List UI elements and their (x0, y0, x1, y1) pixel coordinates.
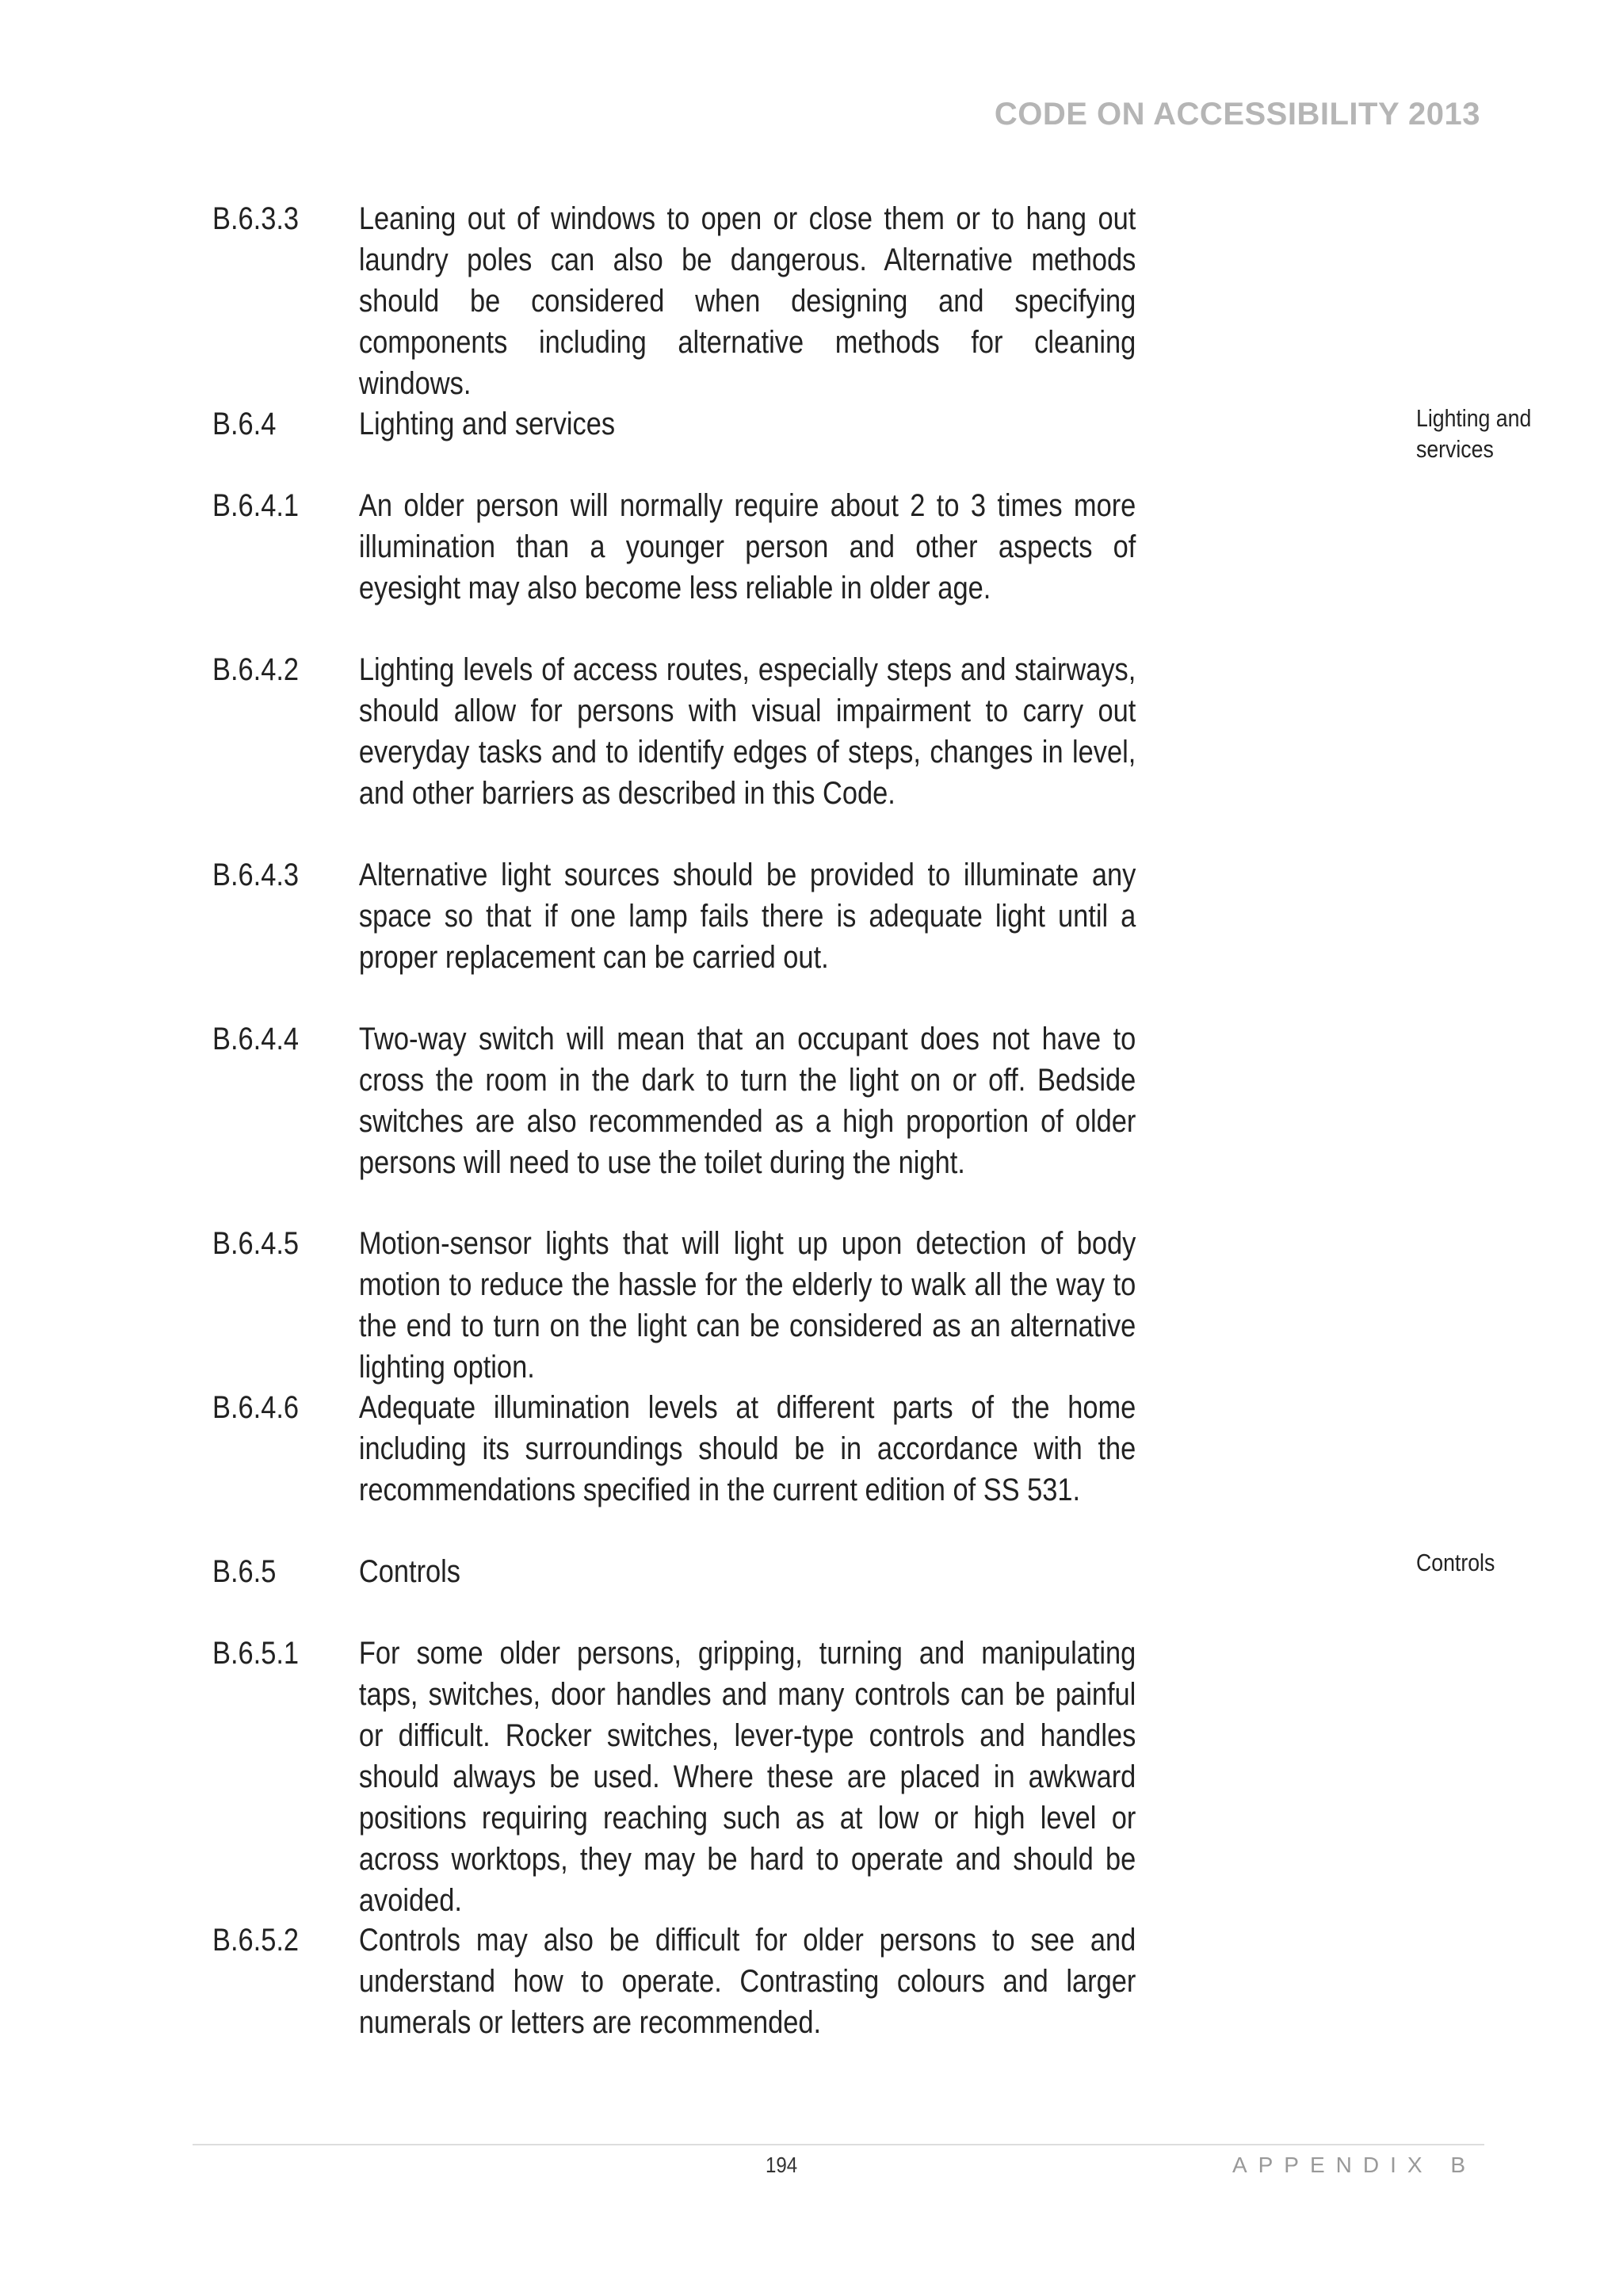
clause-number: B.6.4.5 (212, 1226, 300, 1261)
margin-note-controls: Controls (1416, 1549, 1495, 1576)
clause-text: Alternative light sources should be provided to illuminate any space so that if one lamp fails there is adequate light until a proper replacement can be carried out. (358, 858, 1136, 975)
clause-number: B.6.4.3 (212, 858, 300, 892)
clause-text: Two-way switch will mean that an occupant does not have to cross the room in the dark to turn the light on or off. Bedside switches are also recommended as a high proportion of older persons will need to use the toilet during the night. (358, 1022, 1136, 1180)
clause-number: B.6.5.1 (212, 1636, 300, 1671)
clause-text: Leaning out of windows to open or close them or to hang out laundry poles can also be dangerous. Alternative methods should be considered when designing and specifying components including alternative methods for cleaning windows. (358, 201, 1136, 401)
page-number: 194 (766, 2153, 798, 2177)
clause-text: An older person will normally require about 2 to 3 times more illumination than a younger person and other aspects of eyesight may also become less reliable in older age. (358, 488, 1136, 606)
section-number: B.6.4 (212, 407, 277, 441)
clause-number: B.6.4.1 (212, 488, 300, 523)
document-header-title: CODE ON ACCESSIBILITY 2013 (994, 97, 1480, 132)
margin-note-lighting: Lighting and services (1416, 404, 1532, 463)
appendix-label: APPENDIX B (1232, 2153, 1476, 2177)
clause-text: For some older persons, gripping, turning and manipulating taps, switches, door handles and many controls can be painful or difficult. Rocker switches, lever-type controls and handles should always be used. Where these are placed in awkward positions requiring reaching such as at low or high level or across worktops, they may be hard to operate and should be avoided. (358, 1636, 1136, 1918)
clause-number: B.6.4.2 (212, 652, 300, 687)
section-number: B.6.5 (212, 1554, 277, 1589)
section-heading: Lighting and services (358, 407, 616, 441)
clause-number: B.6.3.3 (212, 201, 300, 236)
clause-number: B.6.5.2 (212, 1923, 300, 1958)
clause-number: B.6.4.4 (212, 1022, 300, 1056)
clause-text: Motion-sensor lights that will light up upon detection of body motion to reduce the hassle for the elderly to walk all the way to the end to turn on the light can be considered as an alternative lighting option. (358, 1226, 1136, 1385)
footer-divider (193, 2144, 1484, 2145)
clause-number: B.6.4.6 (212, 1390, 300, 1425)
section-heading: Controls (358, 1554, 460, 1589)
clause-text: Lighting levels of access routes, especially steps and stairways, should allow for persons with visual impairment to carry out everyday tasks and to identify edges of steps, changes in level, and other barriers as described in this Code. (358, 652, 1136, 811)
clause-text: Adequate illumination levels at different parts of the home including its surroundings should be in accordance with the recommendations specified in the current edition of SS 531. (358, 1390, 1136, 1507)
clause-text: Controls may also be difficult for older persons to see and understand how to operate. Contrasting colours and larger numerals or letters are recommended. (358, 1923, 1136, 2040)
